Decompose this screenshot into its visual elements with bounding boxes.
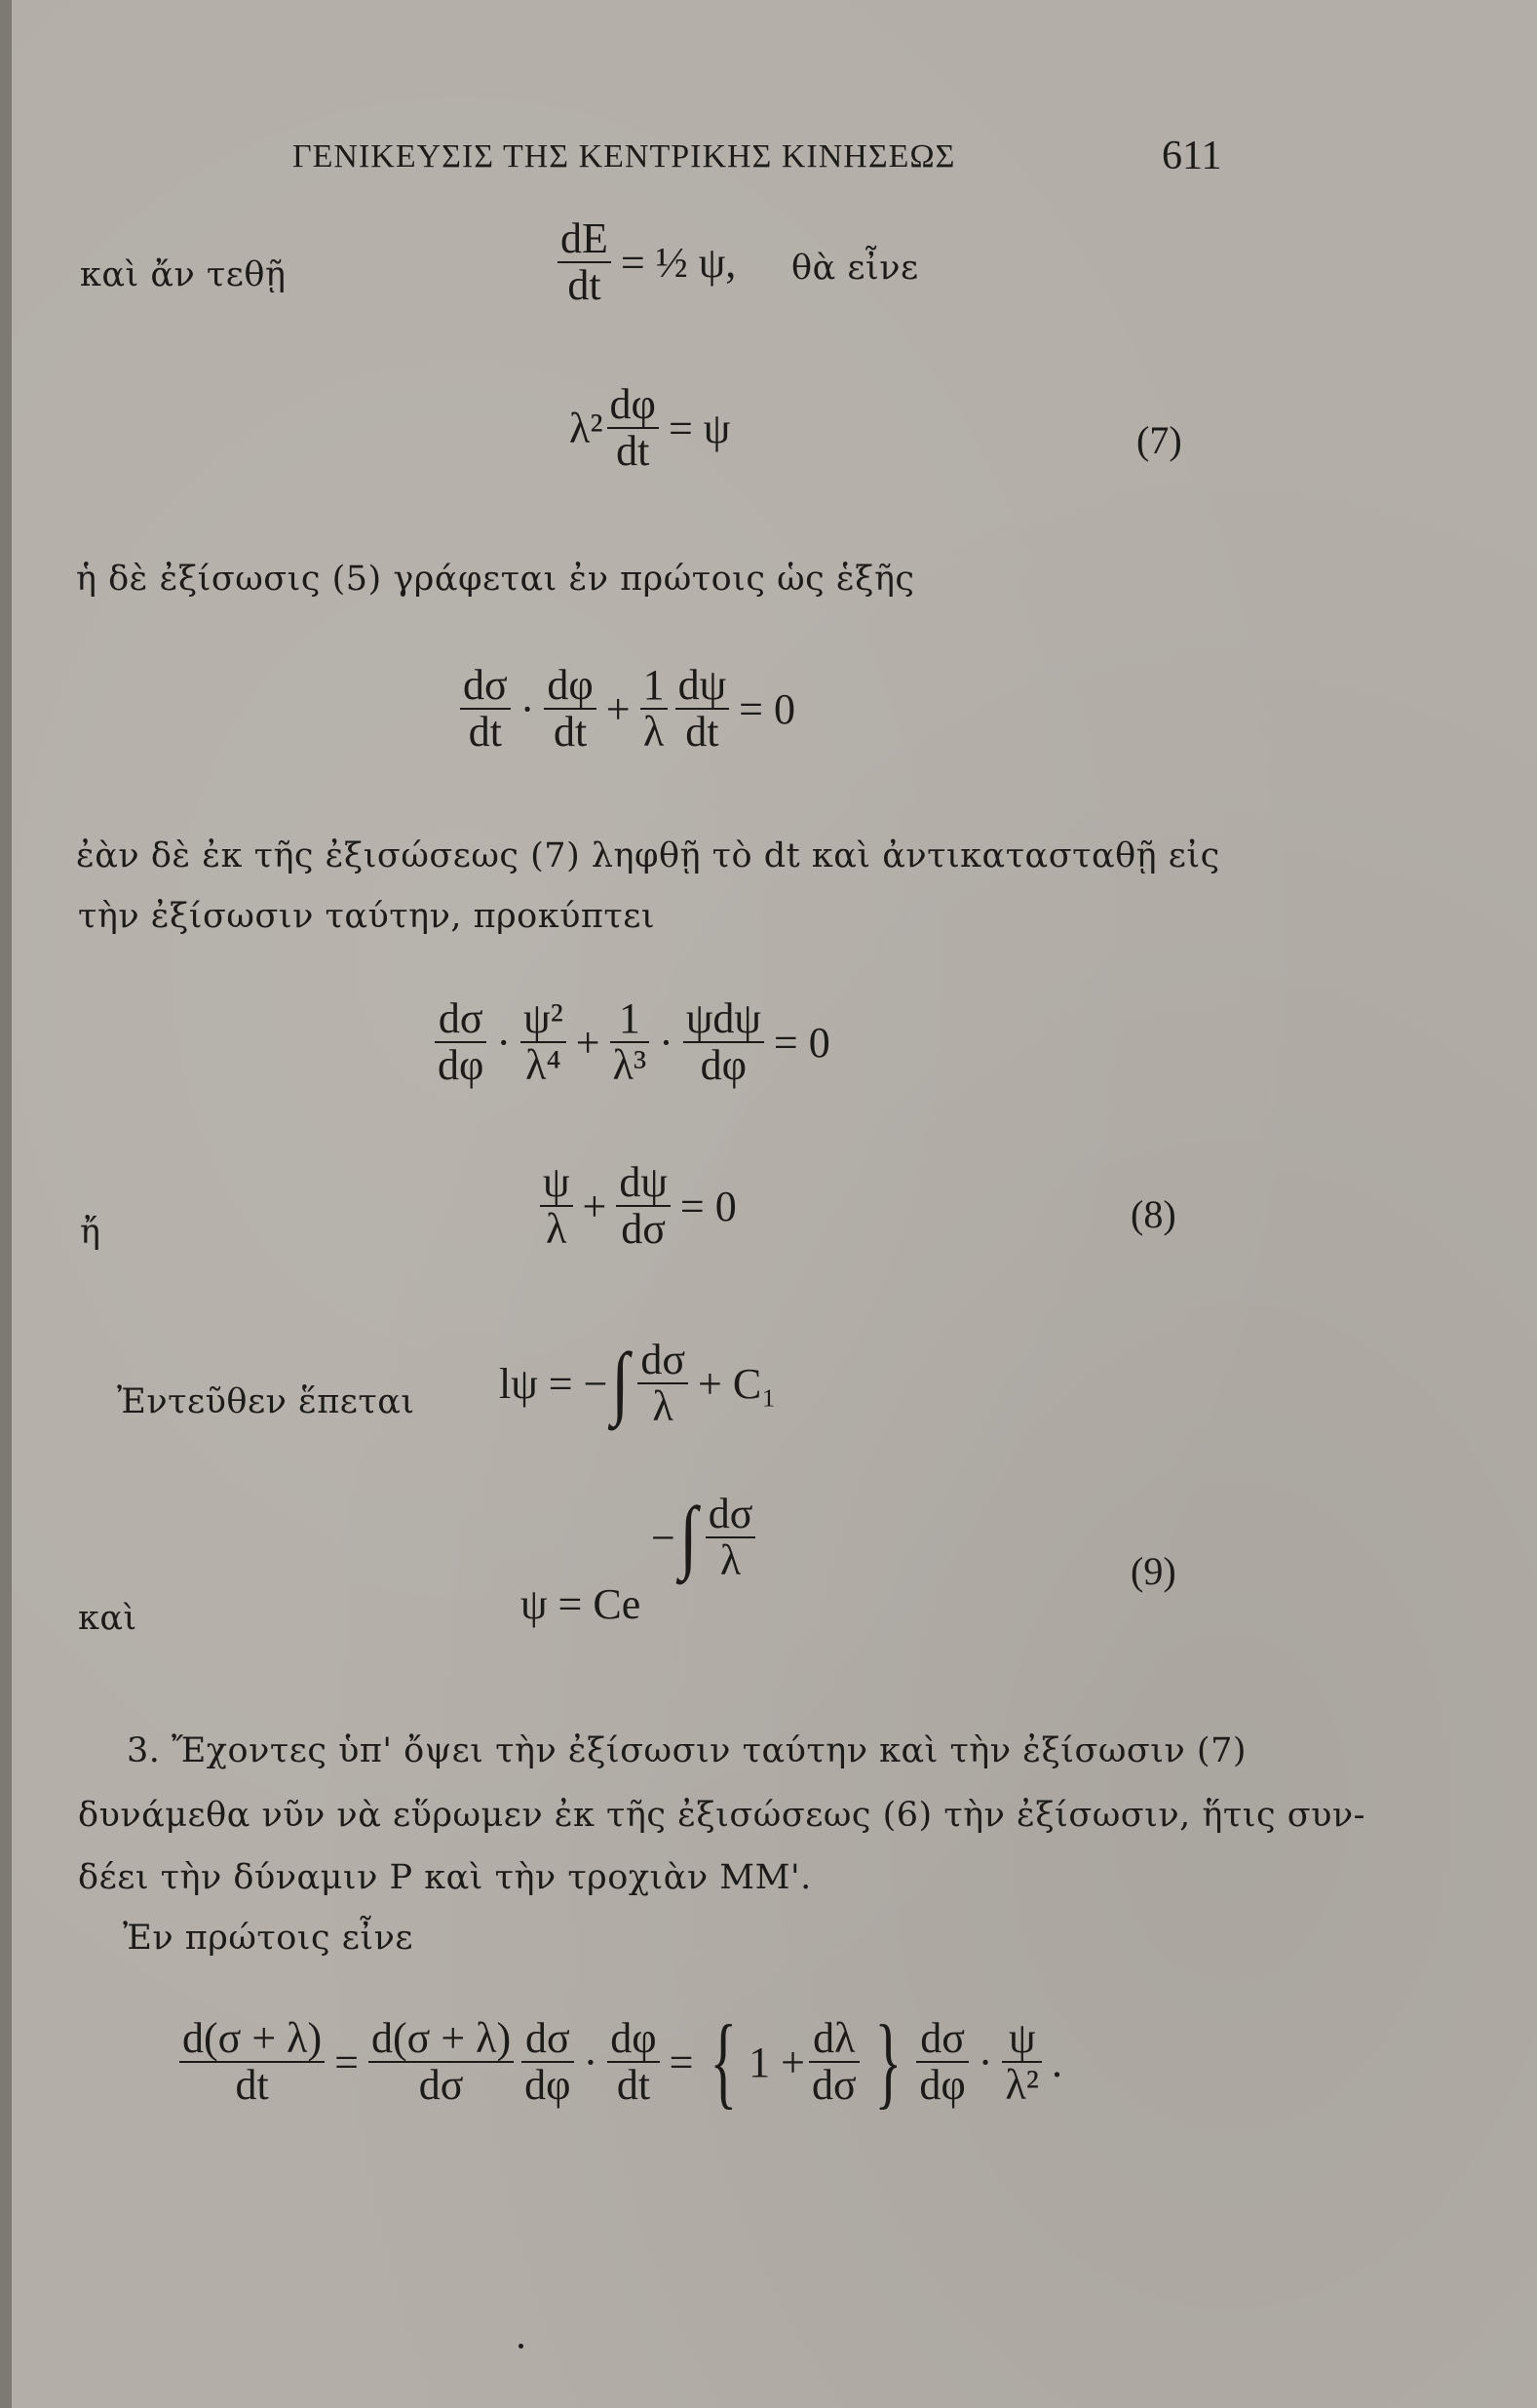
dot-operator-2: · <box>978 2038 993 2086</box>
equation-c-tail: + C₁ <box>698 1359 777 1408</box>
fraction-numerator: dσ <box>637 1338 688 1384</box>
fraction-denominator: λ <box>546 1205 567 1254</box>
fraction-denominator: dt <box>553 708 588 757</box>
fraction-denominator: dσ <box>621 1205 666 1254</box>
fraction-denominator: dσ <box>418 2061 464 2110</box>
fraction-dsigmalambda-dt <box>179 2016 325 2108</box>
fraction-dsigma-lambda <box>706 1492 756 1583</box>
fraction-dphi-dt <box>607 382 659 474</box>
dot-operator: · <box>583 2038 598 2086</box>
equation-label-9: (9) <box>1131 1549 1176 1593</box>
fraction-numerator: dφ <box>607 2016 659 2063</box>
dot-operator: · <box>519 684 535 733</box>
equation-9-exponent <box>651 1492 759 1583</box>
paragraph-3-line-3: δέει τὴν δύναμιν P καὶ τὴν τροχιὰν MM'. <box>78 1858 812 1897</box>
integral-sign: ∫ <box>679 1492 698 1582</box>
equation-9-lhs: ψ = Ce <box>520 1580 641 1628</box>
equation-8 <box>536 1160 743 1252</box>
dot-operator: · <box>496 1018 512 1067</box>
equals-operator-2: = <box>669 2038 694 2086</box>
text-line-3a: ἐὰν δὲ ἐκ τῆς ἐξισώσεως (7) ληφθῇ τὸ dt καὶ ἀντικατασταθῇ εἰς <box>76 836 1220 875</box>
fraction-numerator: dσ <box>916 2016 968 2063</box>
equation-c-lhs: lψ = − <box>499 1359 608 1408</box>
fraction-dphi-dt <box>544 663 596 755</box>
fraction-denominator: dφ <box>524 2061 571 2110</box>
fraction-denominator: λ³ <box>612 1041 647 1090</box>
fraction-dsigma-dphi-2 <box>916 2016 968 2108</box>
plus-operator: + <box>575 1018 600 1067</box>
ink-speck <box>519 2344 523 2349</box>
equation-c <box>499 1338 783 1429</box>
fraction-numerator: dλ <box>809 2016 860 2063</box>
paragraph-3-line-1: 3. Ἔχοντες ὑπ' ὄψει τὴν ἐξίσωσιν ταύτην καὶ τὴν ἐξίσωσιν (7) <box>127 1731 1247 1770</box>
equation-b <box>431 996 836 1088</box>
fraction-numerator: dσ <box>706 1492 756 1538</box>
fraction-denominator: dφ <box>700 1041 748 1090</box>
equation-7-rhs: = ψ <box>668 404 731 452</box>
fraction-dsigma-dt <box>460 663 511 755</box>
fraction-numerator: dE <box>557 216 611 263</box>
equation-b-rhs: = 0 <box>773 1018 830 1067</box>
fraction-one-lambda <box>640 663 668 755</box>
equation-8-rhs: = 0 <box>679 1182 737 1230</box>
fraction-denominator: dt <box>616 2061 651 2110</box>
page-number: 611 <box>1162 134 1222 178</box>
fraction-numerator: dφ <box>607 382 659 429</box>
fraction-denominator: dφ <box>919 2061 966 2110</box>
fraction-numerator: ψdψ <box>683 996 764 1043</box>
fraction-numerator: ψ² <box>520 996 566 1043</box>
equation-rhs: = ½ ψ, <box>620 238 737 287</box>
fraction-numerator: dσ <box>435 996 486 1043</box>
fraction-numerator: 1 <box>640 663 668 710</box>
paragraph-3-line-4: Ἐν πρώτοις εἶνε <box>123 1919 414 1958</box>
brace-close: } <box>874 2003 902 2118</box>
fraction-numerator: 1 <box>610 996 650 1043</box>
fraction-dpsi-dt <box>675 663 730 755</box>
fraction-denominator: λ <box>642 708 665 757</box>
fraction-dpsi-dsigma <box>616 1160 671 1252</box>
fraction-numerator: dψ <box>675 663 730 710</box>
fraction-de-dt <box>557 216 611 308</box>
fraction-psi-lambda <box>540 1160 573 1252</box>
fraction-numerator: ψ <box>1002 2016 1042 2063</box>
fraction-numerator: ψ <box>540 1160 573 1207</box>
fraction-numerator: dσ <box>521 2016 573 2063</box>
fraction-dlambda-dsigma <box>809 2016 860 2108</box>
fraction-dphi-dt <box>607 2016 659 2108</box>
fraction-denominator: λ² <box>1005 2061 1039 2110</box>
equation-label-8: (8) <box>1131 1192 1176 1236</box>
fraction-dsigma-lambda <box>637 1338 688 1429</box>
exponent-minus: − <box>651 1513 675 1562</box>
equation-7-coefficient: λ² <box>569 404 603 452</box>
fraction-numerator: dσ <box>460 663 511 710</box>
fraction-denominator: dt <box>468 708 502 757</box>
fraction-psi-lambda2 <box>1002 2016 1042 2108</box>
fraction-psi2-lambda4 <box>520 996 566 1088</box>
fraction-denominator: λ⁴ <box>525 1041 561 1090</box>
fraction-dsigma-dphi <box>435 996 486 1088</box>
one-plus: 1 + <box>749 2038 805 2086</box>
text-enteuthen: Ἐντεῦθεν ἕπεται <box>117 1382 415 1421</box>
brace-open: { <box>710 2003 738 2118</box>
fraction-denominator: dσ <box>811 2061 857 2110</box>
text-line-3b: τὴν ἐξίσωσιν ταύτην, προκύπτει <box>78 897 656 936</box>
equation-de-dt <box>554 216 742 308</box>
fraction-denominator: dt <box>616 427 650 476</box>
fraction-denominator: dφ <box>438 1041 484 1090</box>
page-edge <box>0 0 12 2408</box>
fraction-dsigma-dphi <box>521 2016 573 2108</box>
fraction-numerator: d(σ + λ) <box>368 2016 514 2063</box>
text-line-1-tail: θὰ εἶνε <box>791 249 919 288</box>
text-line-2: ἡ δὲ ἐξίσωσις (5) γράφεται ἐν πρώτοις ὡς ἑξῆς <box>76 560 915 599</box>
text-eta: ἤ <box>80 1213 101 1252</box>
paragraph-3-line-2: δυνάμεθα νῦν νὰ εὕρωμεν ἐκ τῆς ἐξισώσεως (6) τὴν ἐξίσωσιν, ἥτις συν- <box>78 1796 1365 1835</box>
equation-d <box>175 2003 1068 2118</box>
equation-a-rhs: = 0 <box>739 684 795 733</box>
fraction-dsigmalambda-dsigma <box>368 2016 514 2108</box>
fraction-denominator: λ <box>652 1382 673 1431</box>
fraction-denominator: dt <box>685 708 719 757</box>
dot-operator-2: · <box>659 1018 673 1067</box>
plus-operator: + <box>605 684 631 733</box>
equation-label-7: (7) <box>1136 418 1182 462</box>
running-header: ΓΕΝΙΚΕΥΣΙΣ ΤΗΣ ΚΕΝΤΡΙΚΗΣ ΚΙΝΗΣΕΩΣ <box>292 138 956 175</box>
fraction-numerator: dψ <box>616 1160 671 1207</box>
integral-sign: ∫ <box>611 1338 631 1428</box>
fraction-numerator: d(σ + λ) <box>179 2016 325 2063</box>
text-line-1-lead: καὶ ἄν τεθῇ <box>80 255 287 294</box>
fraction-denominator: λ <box>719 1536 742 1585</box>
equals-operator: = <box>334 2038 359 2086</box>
plus-operator: + <box>582 1182 607 1230</box>
fraction-psidpsi-dphi <box>683 996 764 1088</box>
fraction-denominator: dt <box>567 261 601 310</box>
fraction-numerator: dφ <box>544 663 596 710</box>
end-period: . <box>1051 2038 1062 2086</box>
fraction-one-lambda3 <box>610 996 650 1088</box>
fraction-denominator: dt <box>235 2061 269 2110</box>
text-kai: καὶ <box>78 1599 137 1638</box>
equation-7 <box>569 382 736 474</box>
equation-a <box>456 663 801 755</box>
